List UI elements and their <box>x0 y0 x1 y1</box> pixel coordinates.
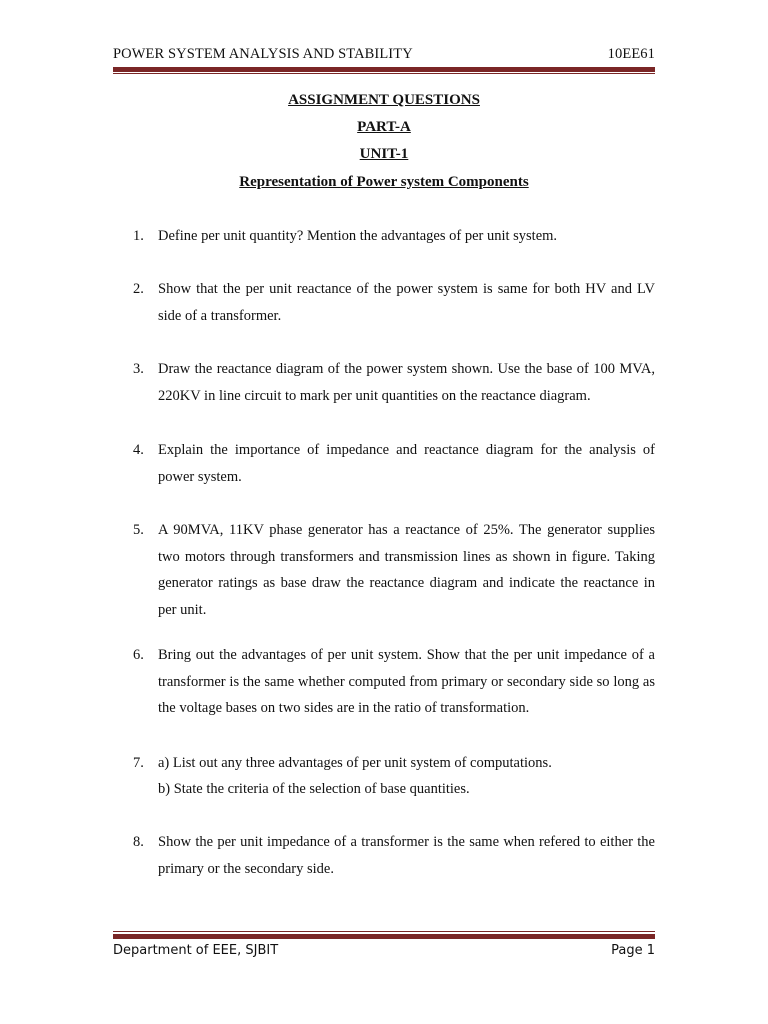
page-footer <box>113 942 655 962</box>
question-item <box>133 829 655 882</box>
question-number: 2. <box>133 281 144 297</box>
header-title: POWER SYSTEM ANALYSIS AND STABILITY <box>113 46 413 62</box>
question-number: 5. <box>133 522 144 538</box>
question-item <box>133 517 655 623</box>
question-item <box>133 223 655 250</box>
footer-department: Department of EEE, SJBIT <box>113 943 279 958</box>
question-number: 4. <box>133 442 144 458</box>
footer-rule <box>113 934 655 939</box>
question-subpart-a: a) List out any three advantages of per unit system of computations. <box>158 755 552 771</box>
question-number: 3. <box>133 361 144 377</box>
assignment-heading: ASSIGNMENT QUESTIONS <box>288 92 480 108</box>
question-item <box>133 356 655 409</box>
header-rule <box>113 67 655 72</box>
question-text <box>158 750 655 802</box>
question-subpart-b: b) State the criteria of the selection of base quantities. <box>158 781 470 797</box>
unit-heading: UNIT-1 <box>359 146 409 162</box>
header-course-code: 10EE61 <box>607 46 655 62</box>
page-header <box>113 44 655 66</box>
question-text: Draw the reactance diagram of the power system shown. Use the base of 100 MVA, 220KV in line circuit to mark per unit quantities on the reactance diagram. <box>158 361 655 404</box>
question-text: Define per unit quantity? Mention the advantages of per unit system. <box>158 228 558 244</box>
question-text: Bring out the advantages of per unit system. Show that the per unit impedance of a transformer is the same whether computed from primary or secondary side so long as the voltage bases on two sides are in the ratio of transformation. <box>158 647 655 716</box>
question-number: 8. <box>133 834 144 850</box>
question-item <box>133 276 655 329</box>
question-text: Show that the per unit reactance of the power system is same for both HV and LV side of a transformer. <box>158 281 655 324</box>
question-number: 6. <box>133 647 144 663</box>
question-text: A 90MVA, 11KV phase generator has a reactance of 25%. The generator supplies two motors through transformers and transmission lines as shown in figure. Taking generator ratings as base draw the reactance diagram and indicate the reactance in per unit. <box>158 522 655 618</box>
question-number: 1. <box>133 228 144 244</box>
question-text: Explain the importance of impedance and reactance diagram for the analysis of power system. <box>158 442 655 485</box>
topic-heading: Representation of Power system Components <box>239 174 529 190</box>
question-item <box>133 750 655 802</box>
question-text: Show the per unit impedance of a transformer is the same when refered to either the primary or the secondary side. <box>158 834 655 877</box>
page-number: Page 1 <box>611 943 655 958</box>
question-item <box>133 437 655 490</box>
question-number: 7. <box>133 755 144 771</box>
question-item <box>133 642 655 722</box>
part-heading: PART-A <box>357 119 411 135</box>
